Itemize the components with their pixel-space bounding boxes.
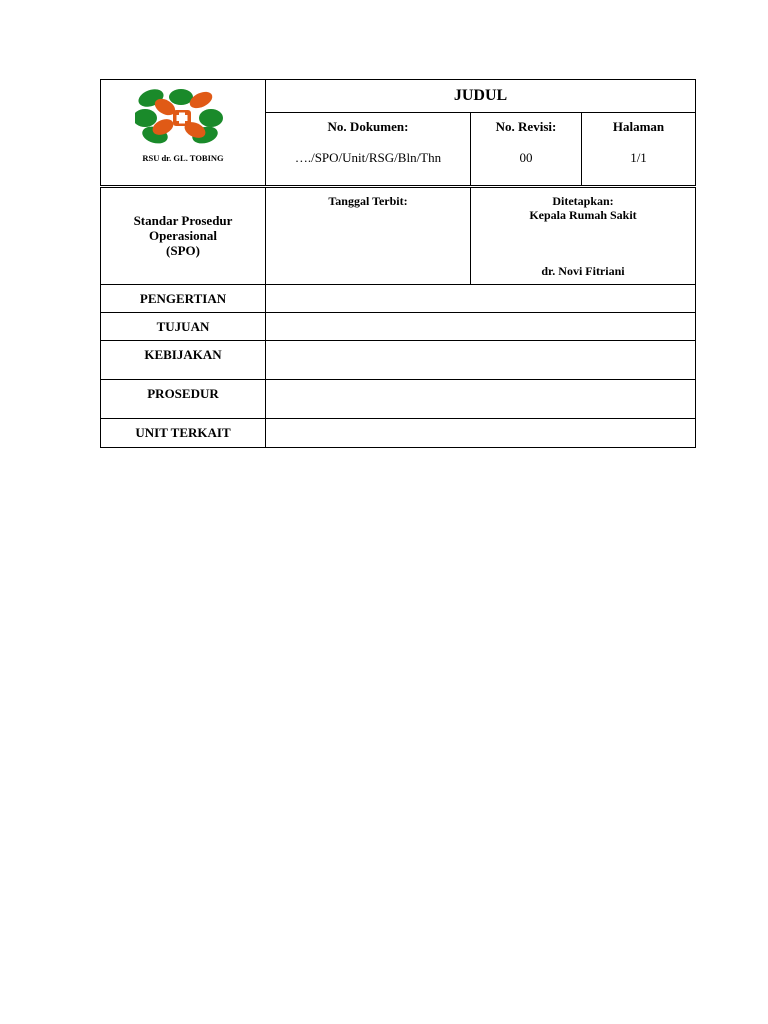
issue-date-label: Tanggal Terbit: [328,194,408,208]
section-label-prosedur: PROSEDUR [147,386,219,401]
section-content-unit-terkait [265,418,696,448]
document-number-label: No. Dokumen: [327,119,409,134]
revision-number-cell [470,112,582,186]
section-content-pengertian [265,284,696,313]
spo-title-cell [100,187,266,285]
section-label-tujuan: TUJUAN [156,319,210,334]
approval-label: Ditetapkan: [552,194,614,208]
spo-title-line-1: Standar Prosedur [133,213,233,228]
document-title: JUDUL [453,87,508,104]
section-label-cell [100,284,266,313]
section-label-cell [100,312,266,341]
section-label-unit-terkait: UNIT TERKAIT [135,425,231,440]
spo-title-line-2: Operasional [149,228,217,243]
section-content-kebijakan [265,340,696,380]
hospital-logo-cell [100,79,266,186]
section-content-prosedur [265,379,696,419]
revision-number-label: No. Revisi: [495,119,557,134]
approval-cell [470,187,696,285]
approval-role: Kepala Rumah Sakit [529,208,637,222]
approver-name: dr. Novi Fitriani [541,264,625,278]
section-label-cell [100,418,266,448]
issue-date-cell [265,187,471,285]
page-cell [581,112,696,186]
section-label-cell [100,340,266,380]
section-content-tujuan [265,312,696,341]
hospital-logo [135,88,231,144]
revision-number-value: 00 [519,150,533,165]
hospital-name: RSU dr. GL. TOBING [142,153,224,163]
section-label-kebijakan: KEBIJAKAN [144,347,222,362]
document-title-cell [265,79,696,113]
section-label-cell [100,379,266,419]
document-number-cell [265,112,471,186]
section-label-pengertian: PENGERTIAN [139,291,227,306]
page-label: Halaman [612,119,665,134]
page-value: 1/1 [630,150,647,165]
spo-title-line-3: (SPO) [166,243,200,258]
document-number-value: …./SPO/Unit/RSG/Bln/Thn [294,150,442,165]
